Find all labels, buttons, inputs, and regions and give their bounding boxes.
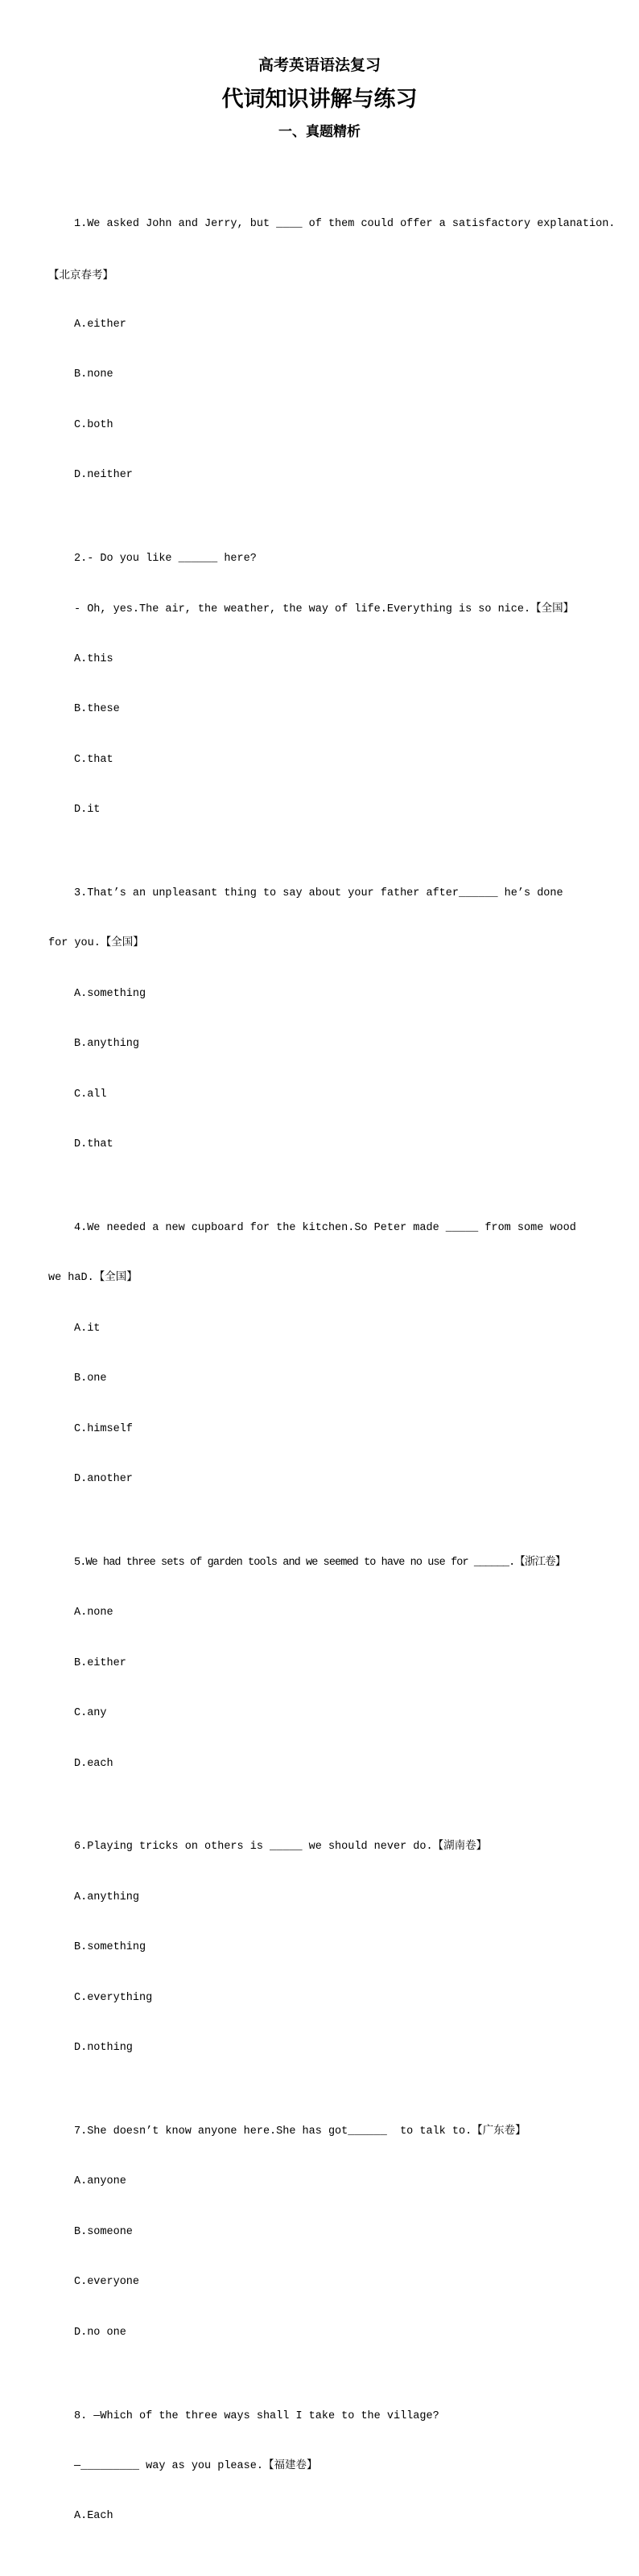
question-4-option-b: B.one	[74, 1372, 107, 1385]
question-6-option-a: A.anything	[74, 1891, 140, 1903]
question-5-option-d: D.each	[74, 1757, 113, 1770]
question-3-option-b: B.anything	[74, 1038, 140, 1051]
question-3-stem-continued: for you.【全国】	[48, 937, 144, 950]
question-6-stem: 6.Playing tricks on others is _____ we should never do.【湖南卷】	[74, 1841, 488, 1854]
question-5-stem: 5.We had three sets of garden tools and we seemed to have no use for ______.【浙江卷】	[74, 1556, 566, 1569]
question-7-option-c: C.everyone	[74, 2276, 140, 2289]
question-2-option-b: B.these	[74, 703, 120, 716]
question-8-stem-continued: —_________ way as you please.【福建卷】	[74, 2459, 318, 2472]
question-8-stem: 8. —Which of the three ways shall I take to the village?	[74, 2409, 439, 2422]
question-5-option-b: B.either	[74, 1656, 126, 1669]
question-1-source: 【北京春考】	[48, 268, 113, 282]
question-3-option-d: D.that	[74, 1138, 113, 1151]
question-4-option-d: D.another	[74, 1472, 133, 1485]
document-title: 代词知识讲解与练习	[221, 87, 418, 112]
question-5-option-a: A.none	[74, 1607, 113, 1619]
question-7-option-a: A.anyone	[74, 2175, 126, 2188]
question-7-option-d: D.no one	[74, 2326, 126, 2339]
question-1-option-c: C.both	[74, 418, 113, 431]
section-heading: 一、真题精析	[278, 124, 361, 140]
question-1-option-a: A.either	[74, 318, 126, 331]
question-3-stem: 3.That’s an unpleasant thing to say about your father after______ he’s done	[74, 887, 563, 900]
question-5-option-c: C.any	[74, 1707, 107, 1720]
question-6-option-d: D.nothing	[74, 2042, 133, 2055]
question-2-stem-continued: - Oh, yes.The air, the weather, the way of life.Everything is so nice.【全国】	[74, 603, 575, 615]
question-7-stem: 7.She doesn’t know anyone here.She has got______ to talk to.【广东卷】	[74, 2125, 526, 2138]
question-2-option-a: A.this	[74, 652, 113, 665]
question-list	[48, 150, 616, 2576]
question-4-option-c: C.himself	[74, 1422, 133, 1435]
question-3-option-c: C.all	[74, 1088, 107, 1101]
question-4-stem: 4.We needed a new cupboard for the kitchen.So Peter made _____ from some wood	[74, 1222, 576, 1234]
question-1-stem: 1.We asked John and Jerry, but ____ of them could offer a satisfactory explanation.	[74, 218, 616, 231]
question-1-option-b: B.none	[74, 368, 113, 381]
question-6-option-b: B.something	[74, 1941, 146, 1954]
question-6-option-c: C.everything	[74, 1991, 153, 2004]
question-2-stem: 2.- Do you like ______ here?	[74, 553, 257, 566]
question-2-option-d: D.it	[74, 804, 101, 817]
question-2-option-c: C.that	[74, 753, 113, 766]
question-8-option-a: A.Each	[74, 2510, 113, 2523]
question-7-option-b: B.someone	[74, 2225, 133, 2238]
question-4-stem-continued: we haD.【全国】	[48, 1272, 138, 1285]
question-3-option-a: A.something	[74, 987, 146, 1000]
question-4-option-a: A.it	[74, 1322, 101, 1335]
question-1-option-d: D.neither	[74, 469, 133, 482]
document-subtitle: 高考英语语法复习	[258, 56, 381, 74]
